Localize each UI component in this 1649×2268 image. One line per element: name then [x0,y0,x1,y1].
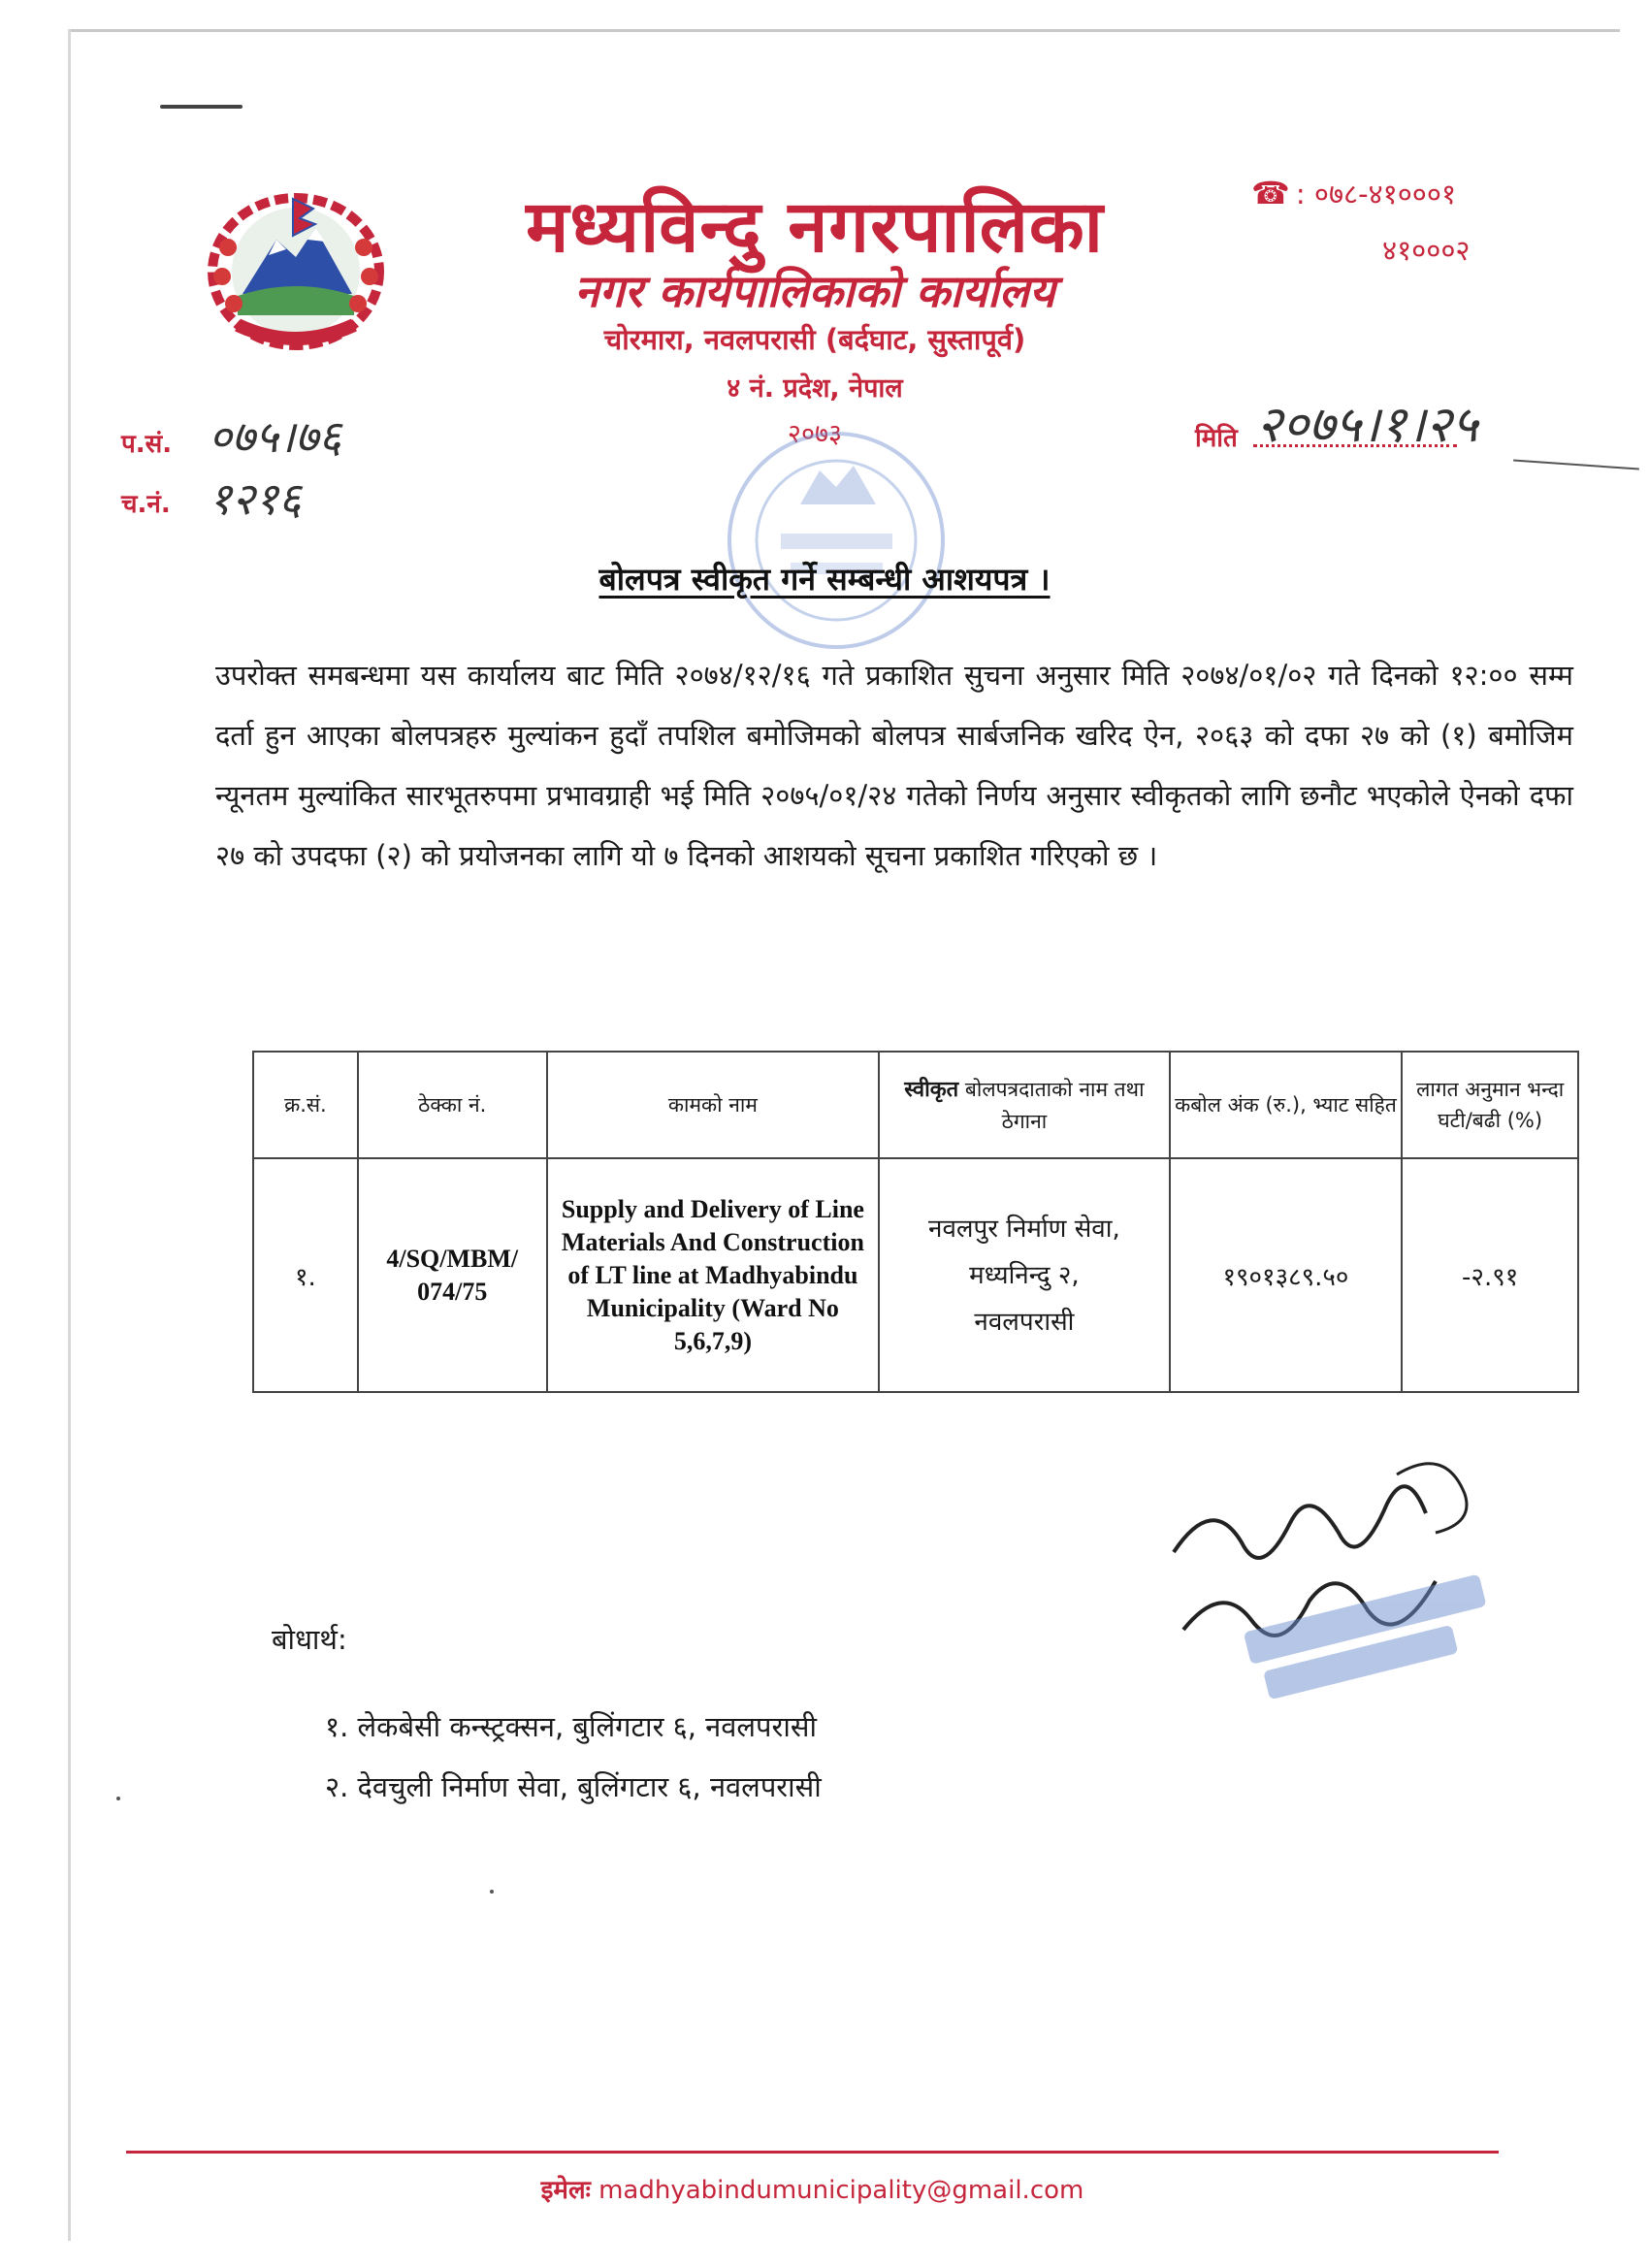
date-label: मिति [1195,424,1238,453]
office-title: नगर कार्यपालिकाको कार्यालय [574,265,1055,317]
established-year: २०७३ [787,419,843,449]
signature-icon [1154,1436,1513,1717]
page-edge [68,29,71,2241]
ps-value: ०७५।७६ [209,410,342,463]
header-bidder [879,1052,1169,1158]
footer-rule [126,2151,1499,2154]
municipality-title: मध्यविन्दु नगरपालिका [526,185,1104,269]
date-underline [1513,459,1639,470]
bidder-name: नवलपुर निर्माण सेवा, [928,1214,1120,1244]
cell-work-name: Supply and Delivery of Line Materials And Construction of LT line at Madhyabindu Municipality (Ward No 5,6,7,9) [547,1158,880,1392]
email-address: madhyabindumunicipality@gmail.com [598,2176,1084,2205]
header-work-name: कामको नाम [547,1052,880,1158]
cn-label: च.नं. [121,490,171,519]
office-address: चोरमारा, नवलपरासी (बर्दघाट, सुस्तापूर्व) [603,323,1026,356]
footer-email [126,2171,1499,2206]
margin-mark [160,105,242,109]
phone-number-2: ४१०००२ [1382,234,1471,267]
cc-item: १. लेकबेसी कन्स्ट्रक्सन, बुलिंगटार ६, नवलपरासी [325,1710,818,1743]
cc-item: २. देवचुली निर्माण सेवा, बुलिंगटार ६, नवलपरासी [325,1770,822,1803]
cell-sn: १. [253,1158,358,1392]
phone-number-1: ०७८-४१०००१ [1313,178,1457,211]
office-seal-icon [723,427,951,655]
table-row [253,1158,1578,1392]
cell-bidder [879,1158,1169,1392]
ps-label: प.सं. [121,430,173,459]
letter-body: उपरोक्त समबन्धमा यस कार्यालय बाट मिति २०७४/१२/१६ गते प्रकाशित सुचना अनुसार मिति २०७४/०१/०२ गते दिनको १२:०० सम्म दर्ता हुन आएका बोलपत्रहरु मुल्यांकन हुदाँ तपशिल बमोजिमको बोलपत्र सार्बजनिक खरिद ऐन, २०६३ को दफा २७ को (१) बमोजिम न्यूनतम मुल्यांकित सारभूतरुपमा प्रभावग्राही भई मिति २०७५/०१/२४ गतेको निर्णय अनुसार स्वीकृतको लागि छनौट भएकोले ऐनको दफा २७ को उपदफा (२) को प्रयोजनका लागि यो ७ दिनको आशयको सूचना प्रकाशित गरिएको छ । [215,659,1573,872]
bid-table [252,1051,1579,1393]
header-bidder-approved: स्वीकृत [904,1077,959,1102]
cell-cost-diff: -२.९१ [1402,1158,1578,1392]
table-header-row [253,1052,1578,1158]
scan-speck [116,1797,120,1800]
date-value: २०७५।१।२५ [1256,396,1478,454]
header-contract-no: ठेक्का नं. [358,1052,547,1158]
phone-block: ☎ : ०७८-४१०००१ [1251,175,1457,211]
scan-speck [490,1890,494,1894]
header-sn: क्र.सं. [253,1052,358,1158]
header-bid-amount: कबोल अंक (रु.), भ्याट सहित [1170,1052,1403,1158]
cn-value: १२१६ [209,472,302,525]
header-bidder-rest: बोलपत्रदाताको नाम तथा ठेगाना [964,1077,1145,1133]
phone-icon: ☎ [1251,175,1290,211]
nepal-emblem-icon [199,179,393,354]
header-cost-diff: लागत अनुमान भन्दा घटी/बढी (%) [1402,1052,1578,1158]
province-line: ४ नं. प्रदेश, नेपाल [727,373,903,404]
bidder-district: नवलपरासी [974,1307,1075,1337]
bidder-address: मध्यनिन्दु २, [969,1260,1080,1290]
page-edge [68,29,1620,32]
cell-bid-amount: १९०१३८९.५० [1170,1158,1403,1392]
email-label: इमेलः [540,2176,591,2205]
cc-label: बोधार्थ: [272,1623,347,1656]
cell-contract-no: 4/SQ/MBM/ 074/75 [358,1158,547,1392]
letter-heading: बोलपत्र स्वीकृत गर्ने सम्बन्धी आशयपत्र । [598,561,1051,598]
